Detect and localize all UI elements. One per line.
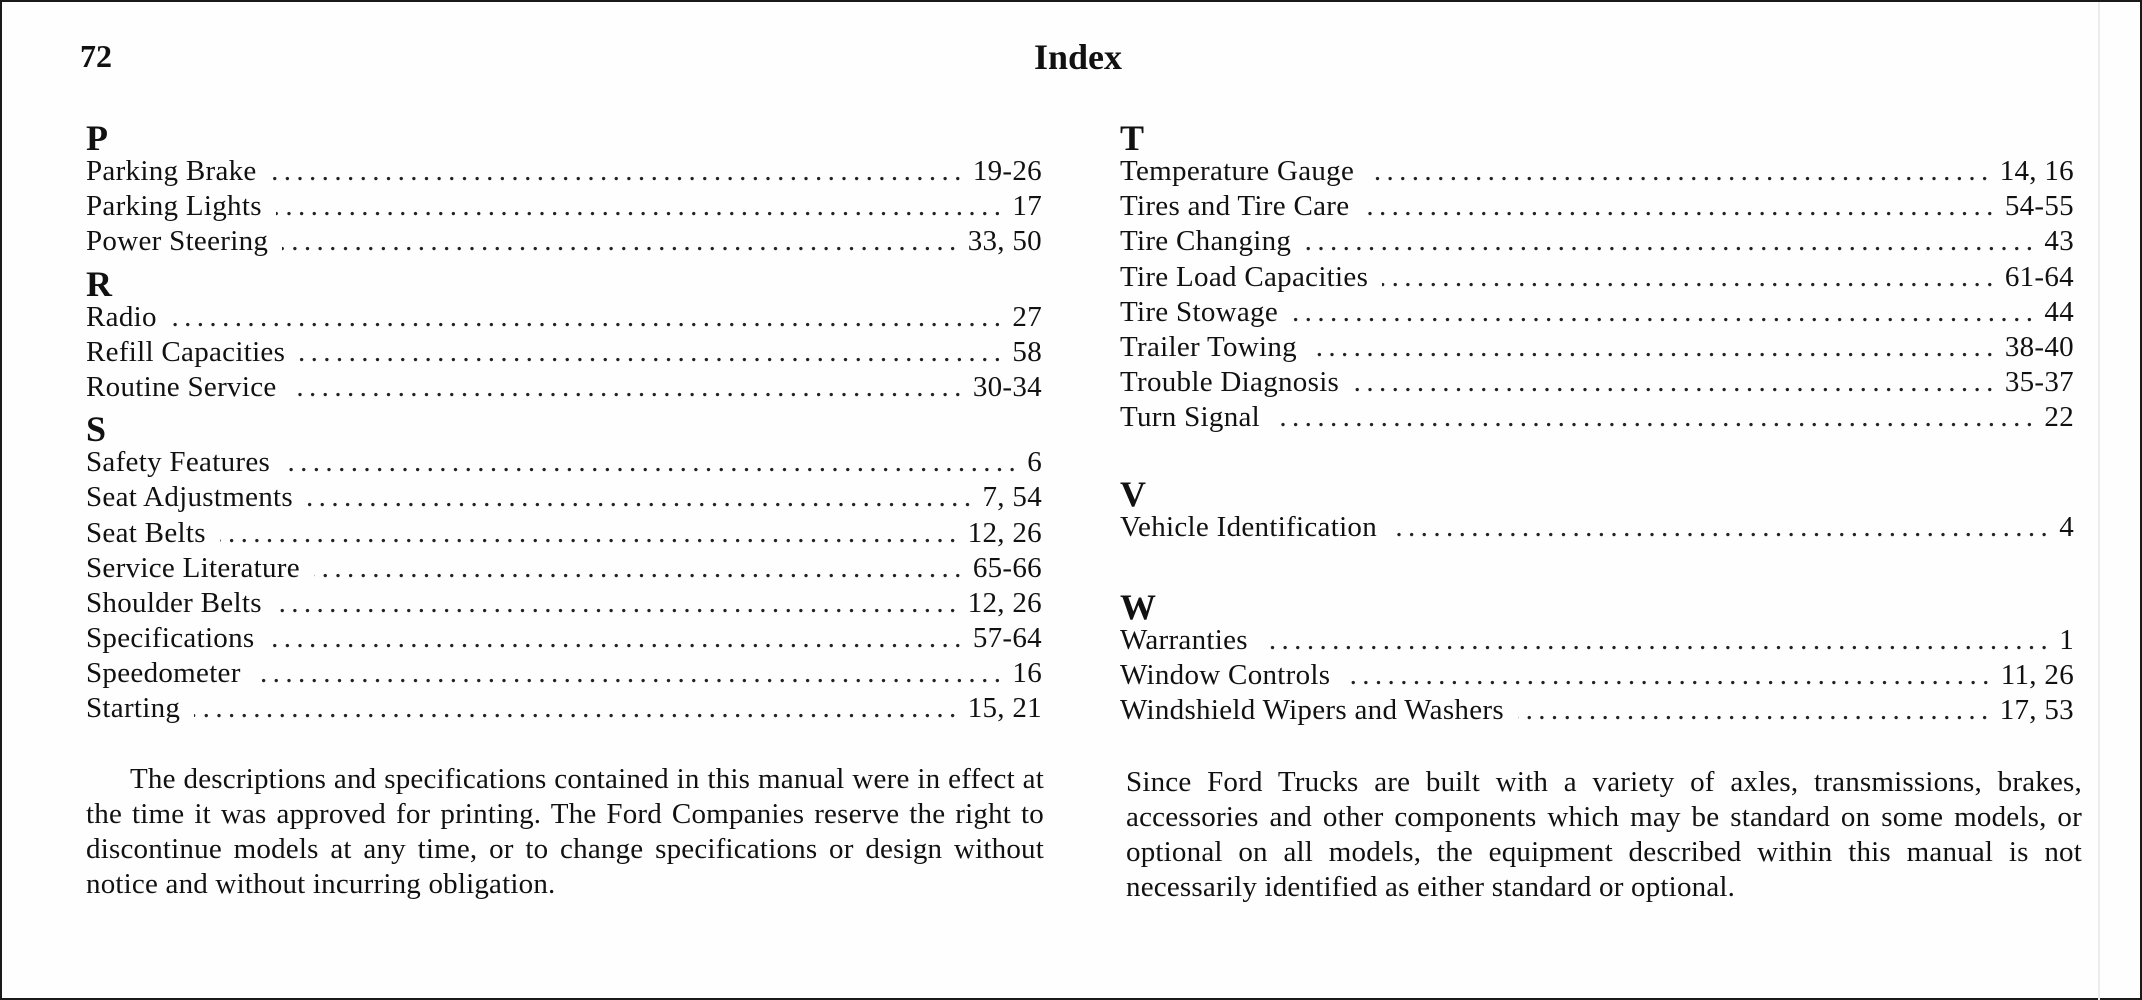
- entry-label: Windshield Wipers and Washers: [1120, 694, 1504, 727]
- section-letter: R: [86, 263, 112, 304]
- entry-label: Seat Adjustments: [86, 481, 293, 514]
- dot-leader: [271, 154, 967, 189]
- index-entry: [86, 154, 1042, 189]
- dot-leader: [255, 656, 1007, 691]
- dot-leader: [1311, 330, 1999, 365]
- index-entry: [86, 656, 1042, 691]
- entry-label: Routine Service: [86, 370, 277, 403]
- index-entry: [1120, 224, 2074, 259]
- index-entry: [86, 189, 1042, 224]
- index-section-s: [86, 405, 1042, 727]
- section-spacer: [1120, 436, 2074, 470]
- index-section-p: [86, 114, 1042, 260]
- entry-pages: 19-26: [972, 155, 1042, 187]
- dot-leader: [276, 189, 1007, 224]
- index-entry: [86, 480, 1042, 515]
- dot-leader: [276, 586, 962, 621]
- entry-list: [1120, 510, 2074, 545]
- entry-label: Radio: [86, 300, 157, 333]
- entry-label: Service Literature: [86, 551, 300, 584]
- dot-leader: [284, 445, 1021, 480]
- dot-leader: [1292, 295, 2038, 330]
- index-entry: [1120, 189, 2074, 224]
- dot-leader: [1368, 154, 1994, 189]
- index-entry: [86, 551, 1042, 586]
- entry-pages: 61-64: [2004, 260, 2074, 293]
- index-entry: [1120, 330, 2074, 365]
- entry-label: Shoulder Belts: [86, 586, 262, 619]
- dot-leader: [291, 370, 967, 405]
- entry-pages: 22: [2044, 401, 2074, 434]
- entry-label: Window Controls: [1120, 658, 1331, 691]
- index-entry: [86, 224, 1042, 259]
- index-entry: [1120, 295, 2074, 330]
- entry-pages: 12, 26: [967, 516, 1042, 549]
- index-entry: [86, 370, 1042, 405]
- dot-leader: [220, 516, 962, 551]
- entry-label: Tires and Tire Care: [1120, 190, 1350, 223]
- entry-pages: 1: [2059, 623, 2074, 656]
- dot-leader: [1274, 400, 2038, 435]
- page-number: 72: [80, 38, 112, 74]
- entry-pages: 27: [1012, 300, 1042, 333]
- dot-leader: [269, 621, 967, 656]
- index-entry: [1120, 365, 2074, 400]
- index-entry: [86, 586, 1042, 621]
- entry-pages: 16: [1012, 657, 1042, 690]
- entry-pages: 44: [2044, 295, 2074, 328]
- entry-pages: 30-34: [972, 370, 1042, 403]
- section-spacer: [1120, 545, 2074, 583]
- entry-label: Seat Belts: [86, 516, 206, 549]
- entry-pages: 58: [1012, 335, 1042, 368]
- section-letter: W: [1120, 586, 1156, 627]
- index-entry: [86, 300, 1042, 335]
- index-entry: [1120, 693, 2074, 728]
- section-letter: P: [86, 118, 108, 158]
- dot-leader: [1344, 658, 1994, 693]
- entry-label: Turn Signal: [1120, 401, 1261, 434]
- dot-leader: [1518, 693, 1994, 728]
- entry-list: [1120, 623, 2074, 729]
- entry-label: Safety Features: [86, 446, 271, 479]
- dot-leader: [314, 551, 967, 586]
- index-column-right: [1120, 114, 2074, 728]
- page-title: Index: [1033, 37, 1123, 77]
- entry-pages: 65-66: [972, 551, 1042, 584]
- entry-label: Power Steering: [86, 225, 269, 258]
- index-entry: [1120, 623, 2074, 658]
- index-entry: [86, 691, 1042, 726]
- entry-label: Starting: [86, 692, 181, 725]
- dot-leader: [299, 335, 1006, 370]
- index-entry: [1120, 400, 2074, 435]
- index-section-w: [1120, 583, 2074, 729]
- entry-pages: 17, 53: [1999, 694, 2074, 727]
- entry-label: Tire Load Capacities: [1120, 260, 1369, 293]
- index-section-t: [1120, 114, 2074, 436]
- entry-label: Vehicle Identification: [1120, 510, 1378, 543]
- index-section-v: [1120, 470, 2074, 545]
- entry-list: [1120, 154, 2074, 436]
- index-entry: [1120, 154, 2074, 189]
- dot-leader: [194, 691, 961, 726]
- entry-label: Temperature Gauge: [1120, 155, 1355, 187]
- index-entry: [86, 516, 1042, 551]
- entry-pages: 33, 50: [967, 225, 1042, 258]
- section-letter: T: [1120, 118, 1145, 158]
- entry-pages: 35-37: [2004, 366, 2074, 399]
- entry-label: Refill Capacities: [86, 335, 286, 368]
- entry-list: [86, 300, 1042, 406]
- index-entry: [86, 621, 1042, 656]
- entry-pages: 38-40: [2004, 330, 2074, 363]
- index-section-r: [86, 260, 1042, 406]
- equipment-note: Since Ford Trucks are built with a variety of axles, transmissions, brakes, accessories and other components which may be standard on some models, or optional on all models, the equipment described within this manual is not necessarily identified as either standard or optional.: [1126, 766, 2082, 903]
- index-column-left: [86, 114, 1042, 727]
- dot-leader: [1382, 260, 1999, 295]
- entry-pages: 17: [1012, 190, 1042, 223]
- dot-leader: [1305, 224, 2038, 259]
- entry-label: Parking Brake: [86, 155, 257, 187]
- index-entry: [86, 335, 1042, 370]
- scan-edge-shadow: [2098, 2, 2100, 1000]
- section-letter: S: [86, 409, 107, 450]
- entry-pages: 57-64: [972, 622, 1042, 655]
- index-entry: [86, 445, 1042, 480]
- dot-leader: [1262, 623, 2053, 658]
- dot-leader: [1353, 365, 1999, 400]
- entry-pages: 54-55: [2004, 190, 2074, 223]
- dot-leader: [1391, 510, 2053, 545]
- dot-leader: [282, 224, 961, 259]
- entry-pages: 6: [1027, 446, 1042, 479]
- entry-pages: 12, 26: [967, 586, 1042, 619]
- entry-label: Trailer Towing: [1120, 330, 1297, 363]
- index-entry: [1120, 260, 2074, 295]
- entry-label: Tire Stowage: [1120, 295, 1279, 328]
- section-letter: V: [1120, 473, 1146, 514]
- entry-pages: 15, 21: [967, 692, 1042, 725]
- entry-label: Specifications: [86, 622, 255, 655]
- entry-list: [86, 445, 1042, 727]
- entry-label: Speedometer: [86, 657, 241, 690]
- entry-label: Tire Changing: [1120, 225, 1292, 258]
- entry-pages: 7, 54: [982, 481, 1042, 514]
- entry-label: Warranties: [1120, 623, 1248, 656]
- index-entry: [1120, 658, 2074, 693]
- dot-leader: [307, 480, 977, 515]
- entry-label: Parking Lights: [86, 190, 262, 223]
- dot-leader: [1363, 189, 1998, 224]
- entry-pages: 14, 16: [1999, 155, 2074, 187]
- entry-list: [86, 154, 1042, 260]
- entry-pages: 4: [2059, 510, 2074, 543]
- disclaimer-note: The descriptions and specifications contained in this manual were in effect at the time it was approved for printing. The Ford Companies reserve the right to discontinue models at any time, or to change specifications or design without notice and without incurring obligation.: [86, 763, 1044, 900]
- dot-leader: [171, 300, 1007, 335]
- entry-pages: 43: [2044, 225, 2074, 258]
- entry-pages: 11, 26: [2000, 658, 2074, 691]
- entry-label: Trouble Diagnosis: [1120, 366, 1340, 399]
- index-entry: [1120, 510, 2074, 545]
